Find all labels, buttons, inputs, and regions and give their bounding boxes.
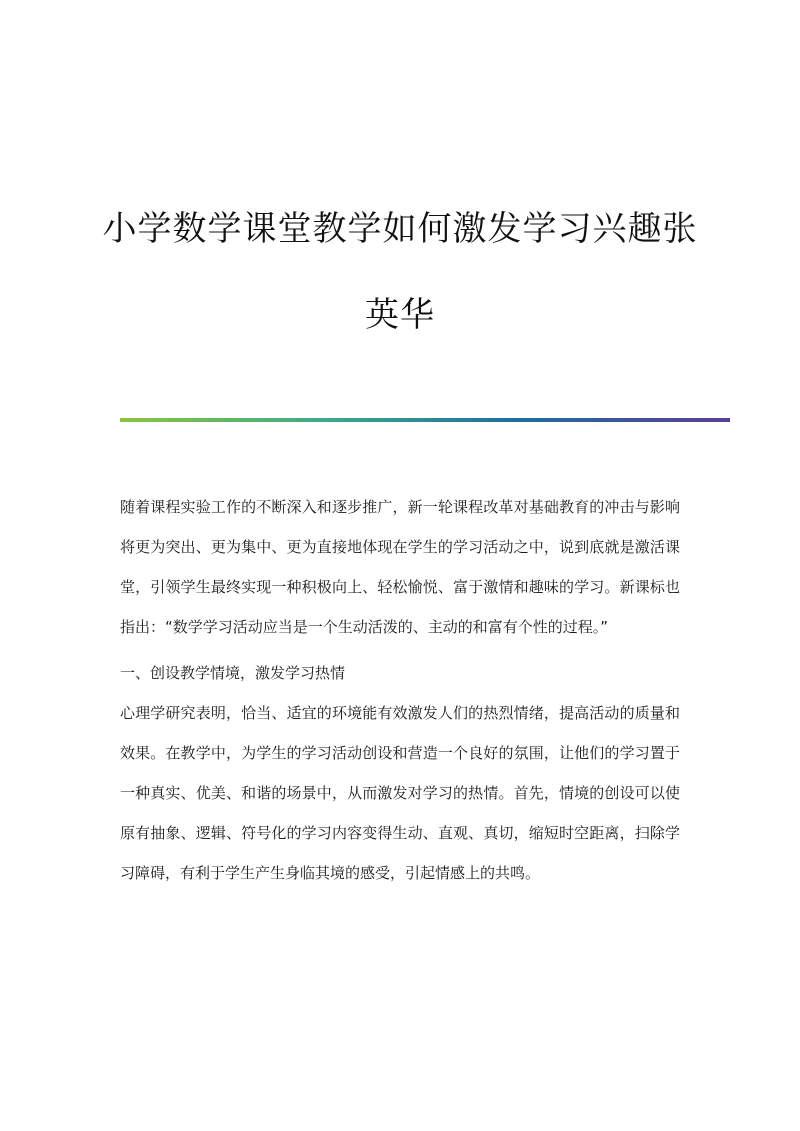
document-title: [90, 186, 710, 358]
section-heading: 一、创设教学情境，激发学习热情: [120, 664, 346, 682]
title-line-2: 英华: [365, 295, 435, 335]
section-paragraph: 心理学研究表明，恰当、适宜的环境能有效激发人们的热烈情绪，提高活动的质量和效果。在教学中，为学生的学习活动创设和营造一个良好的氛围，让他们的学习置于一种真实、优美、和谐的场景中，从而激发对学习的热情。首先，情境的创设可以使原有抽象、逻辑、符号化的学习内容变得生动、直观、真切，缩短时空距离，扫除学习障碍，有利于学生产生身临其境的感受，引起情感上的共鸣。: [120, 704, 680, 882]
intro-paragraph: 随着课程实验工作的不断深入和逐步推广，新一轮课程改革对基础教育的冲击与影响将更为突出、更为集中、更为直接地体现在学生的学习活动之中，说到底就是激活课堂，引领学生最终实现一种积极向上、轻松愉悦、富于激情和趣味的学习。新课标也指出：“数学学习活动应当是一个生动活泼的、主动的和富有个性的过程。”: [120, 498, 680, 636]
title-line-1: 小学数学课堂教学如何激发学习兴趣张: [102, 209, 698, 249]
document-body: [120, 487, 680, 893]
title-divider: [120, 418, 730, 422]
